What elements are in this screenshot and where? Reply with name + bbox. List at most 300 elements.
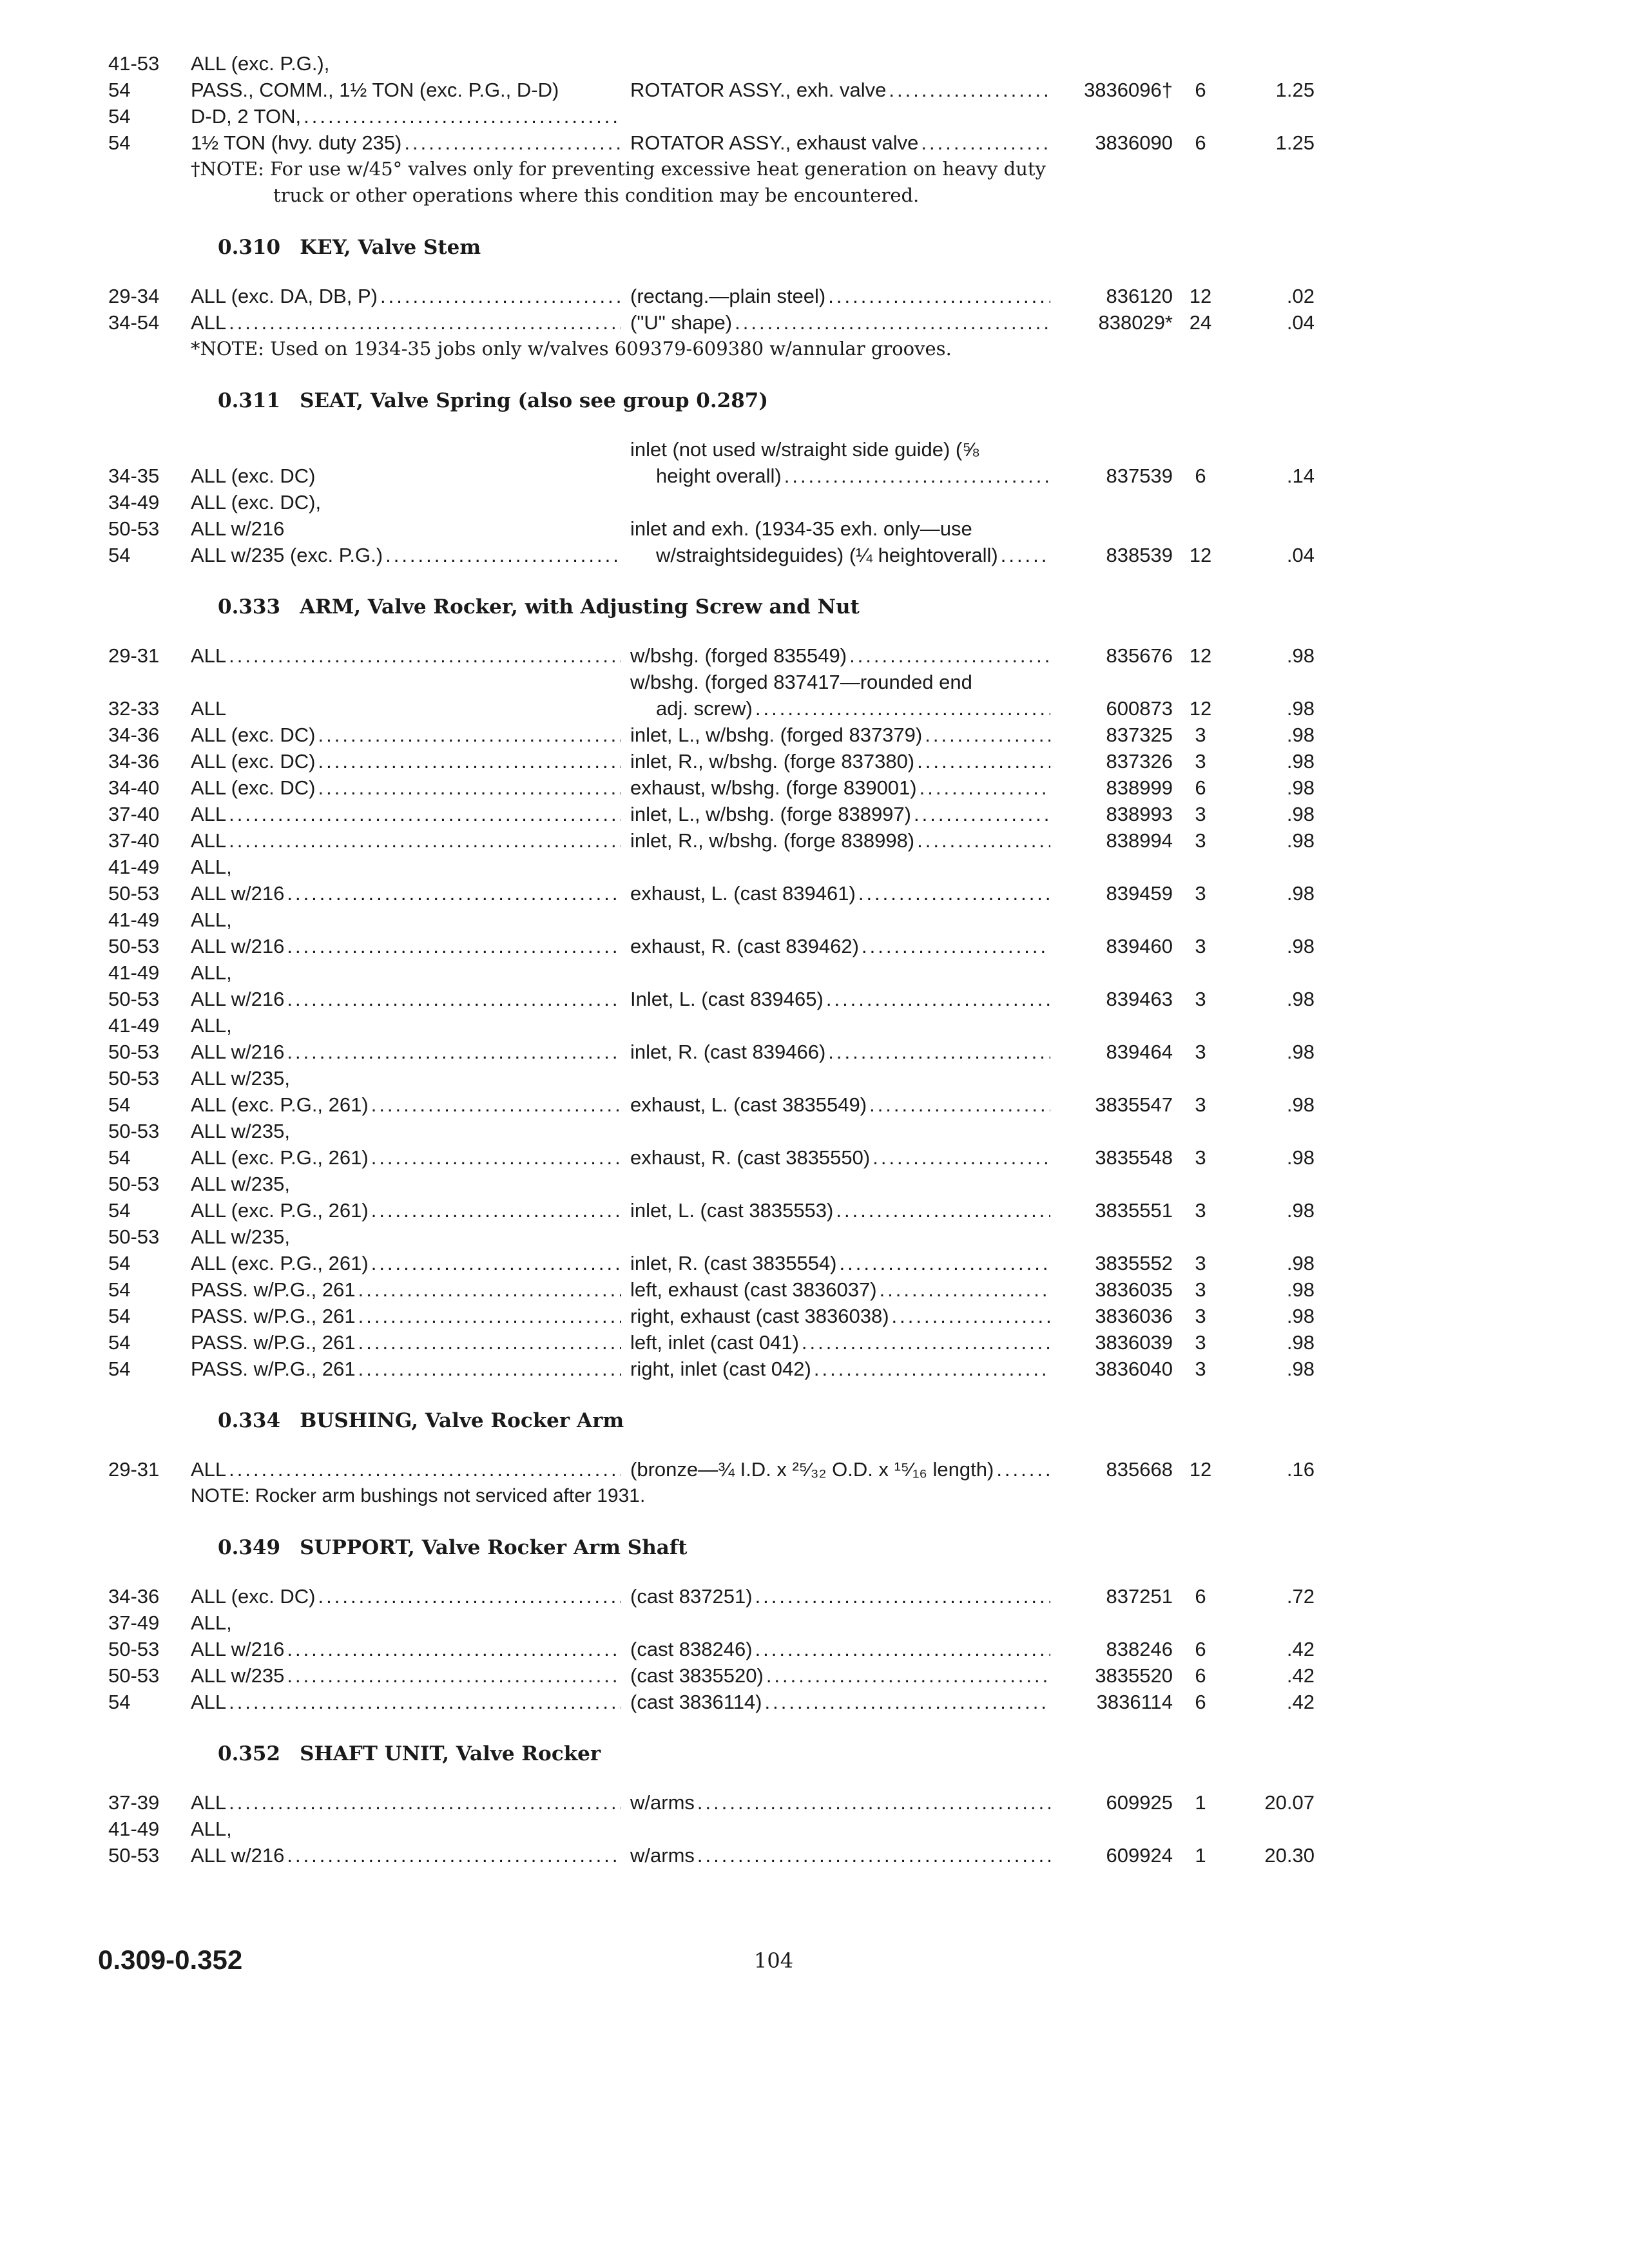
model-applicability xyxy=(191,1789,630,1816)
model-text: ALL (exc. P.G., 261) xyxy=(191,1252,369,1274)
group-title: SUPPORT, Valve Rocker Arm Shaft xyxy=(300,1536,688,1559)
part-row xyxy=(0,1012,1629,1065)
year-range: 29-31 xyxy=(108,1458,160,1481)
model-line xyxy=(191,959,630,986)
model-text: ALL (exc. P.G., 261) xyxy=(191,1199,369,1222)
model-line xyxy=(191,542,630,568)
part-row xyxy=(0,1224,1629,1276)
model-line xyxy=(191,1816,630,1842)
model-line xyxy=(191,309,630,336)
part-description xyxy=(630,1276,1059,1303)
group-note: *NOTE: Used on 1934-35 jobs only w/valves 609379-609380 w/annular grooves. xyxy=(191,338,952,360)
year-range: 34-36 xyxy=(108,1585,160,1608)
dot-leader xyxy=(371,1144,621,1171)
list-price: .98 xyxy=(1286,1252,1315,1274)
model-text: ALL, xyxy=(191,1611,232,1634)
list-price: .98 xyxy=(1286,1093,1315,1116)
part-description xyxy=(630,801,1059,827)
dot-leader xyxy=(287,933,621,959)
model-line xyxy=(191,1065,630,1091)
package-quantity: 3 xyxy=(1195,829,1206,852)
desc-text: exhaust, R. (cast 839462) xyxy=(630,935,859,957)
part-row xyxy=(0,1789,1629,1816)
model-text: ALL w/216 xyxy=(191,988,285,1010)
list-price: .04 xyxy=(1286,544,1315,566)
dot-leader xyxy=(766,1662,1050,1689)
desc-text: inlet (not used w/straight side guide) (⅝ xyxy=(630,438,979,461)
part-number: 3836035 xyxy=(1095,1278,1173,1301)
model-line xyxy=(191,1276,630,1303)
package-quantity: 12 xyxy=(1189,1458,1212,1481)
desc-text: height overall) xyxy=(656,465,782,487)
year-range: 34-36 xyxy=(108,724,160,746)
page-footer xyxy=(98,1945,1516,1983)
group-number: 0.334 xyxy=(218,1409,281,1432)
year-range: 54 xyxy=(108,1358,131,1380)
group-title: KEY, Valve Stem xyxy=(300,236,481,259)
dot-leader xyxy=(404,130,621,156)
model-applicability xyxy=(191,309,630,336)
year-range: 50-53 54 xyxy=(108,1120,160,1169)
dot-leader xyxy=(318,748,621,774)
model-line xyxy=(191,515,630,542)
year-range: 50-53 54 xyxy=(108,1173,160,1222)
part-description xyxy=(630,283,1059,309)
year-range: 41-49 50-53 xyxy=(108,961,160,1010)
model-applicability xyxy=(191,1012,630,1065)
part-description xyxy=(630,309,1059,336)
model-applicability xyxy=(191,1329,630,1356)
model-text: ALL xyxy=(191,1458,227,1481)
package-quantity: 3 xyxy=(1195,1041,1206,1063)
model-text: D-D, 2 TON, xyxy=(191,105,302,128)
model-line xyxy=(191,1583,630,1610)
desc-line xyxy=(630,283,1059,309)
list-price: .98 xyxy=(1286,644,1315,667)
model-applicability xyxy=(191,1171,630,1224)
page-number: 104 xyxy=(754,1948,794,1973)
desc-line xyxy=(630,1276,1059,1303)
part-description xyxy=(630,1356,1059,1382)
part-row xyxy=(0,1610,1629,1662)
year-range: 50-53 54 xyxy=(108,1225,160,1274)
list-price: 1.25 xyxy=(1275,79,1315,101)
model-line xyxy=(191,103,630,130)
model-text: ALL (exc. DC), xyxy=(191,491,322,514)
model-text: ALL w/216 xyxy=(191,517,285,540)
part-description xyxy=(630,1329,1059,1356)
desc-line xyxy=(630,1789,1059,1816)
part-row xyxy=(0,801,1629,827)
top-note xyxy=(0,156,1132,209)
desc-line xyxy=(630,801,1059,827)
part-row xyxy=(0,283,1629,309)
model-line xyxy=(191,1356,630,1382)
model-applicability xyxy=(191,907,630,959)
model-text: ALL w/235 xyxy=(191,1664,285,1687)
dot-leader xyxy=(921,130,1050,156)
model-line xyxy=(191,130,630,156)
model-applicability xyxy=(191,1610,630,1662)
list-price: .42 xyxy=(1286,1691,1315,1713)
package-quantity: 1 xyxy=(1195,1791,1206,1814)
desc-line xyxy=(630,1662,1059,1689)
year-range: 41-49 50-53 xyxy=(108,908,160,957)
dot-leader xyxy=(358,1329,621,1356)
desc-text: (cast 837251) xyxy=(630,1585,753,1608)
part-number: 3835547 xyxy=(1095,1093,1173,1116)
desc-text: inlet, R. (cast 3835554) xyxy=(630,1252,837,1274)
desc-line xyxy=(630,827,1059,854)
part-row xyxy=(0,1329,1629,1356)
list-price: .98 xyxy=(1286,750,1315,773)
model-text: ALL w/216 xyxy=(191,1844,285,1867)
group-title: ARM, Valve Rocker, with Adjusting Screw and Nut xyxy=(300,595,860,619)
desc-line xyxy=(630,77,1059,103)
model-line xyxy=(191,1662,630,1689)
dot-leader xyxy=(229,827,621,854)
model-text: ALL xyxy=(191,697,227,720)
model-applicability xyxy=(191,827,630,854)
desc-line xyxy=(630,515,1059,542)
list-price: .98 xyxy=(1286,697,1315,720)
model-text: ALL xyxy=(191,1691,227,1713)
group-heading xyxy=(0,1535,1629,1561)
part-row xyxy=(0,854,1629,907)
package-quantity: 3 xyxy=(1195,1199,1206,1222)
model-applicability xyxy=(191,774,630,801)
desc-text: exhaust, L. (cast 3835549) xyxy=(630,1093,867,1116)
list-price: .98 xyxy=(1286,1331,1315,1354)
model-line xyxy=(191,1039,630,1065)
part-row xyxy=(0,1583,1629,1610)
package-quantity: 3 xyxy=(1195,1278,1206,1301)
model-line xyxy=(191,774,630,801)
model-line xyxy=(191,986,630,1012)
part-description xyxy=(630,933,1059,959)
model-applicability xyxy=(191,1276,630,1303)
desc-line xyxy=(630,1144,1059,1171)
model-applicability xyxy=(191,959,630,1012)
model-applicability xyxy=(191,748,630,774)
model-text: ALL (exc. DC) xyxy=(191,750,316,773)
part-row xyxy=(0,309,1629,336)
desc-line xyxy=(630,642,1059,669)
desc-line xyxy=(630,669,1059,695)
package-quantity: 3 xyxy=(1195,724,1206,746)
model-applicability xyxy=(191,1356,630,1382)
part-row xyxy=(0,1456,1629,1483)
desc-text: w/bshg. (forged 835549) xyxy=(630,644,847,667)
part-description xyxy=(630,130,1059,156)
part-number: 3835520 xyxy=(1095,1664,1173,1687)
model-line xyxy=(191,1689,630,1715)
part-number: 3836090 xyxy=(1095,131,1173,154)
dot-leader xyxy=(229,642,621,669)
part-row xyxy=(0,748,1629,774)
part-number: 838993 xyxy=(1106,803,1173,825)
desc-text: ROTATOR ASSY., exh. valve xyxy=(630,79,887,101)
dot-leader xyxy=(755,1583,1050,1610)
part-description xyxy=(630,1842,1059,1869)
part-row xyxy=(0,827,1629,854)
year-range: 54 xyxy=(108,1305,131,1327)
desc-line xyxy=(630,933,1059,959)
part-number: 3836096† xyxy=(1084,79,1173,101)
package-quantity: 12 xyxy=(1189,285,1212,307)
package-quantity: 12 xyxy=(1189,644,1212,667)
part-row xyxy=(0,130,1629,156)
model-applicability xyxy=(191,801,630,827)
dot-leader xyxy=(287,1842,621,1869)
model-text: ALL (exc. P.G.), xyxy=(191,52,330,75)
dot-leader xyxy=(889,77,1050,103)
model-applicability xyxy=(191,1224,630,1276)
package-quantity: 3 xyxy=(1195,1358,1206,1380)
year-range: 34-35 xyxy=(108,465,160,487)
model-text: ALL w/216 xyxy=(191,1041,285,1063)
group-heading xyxy=(0,594,1629,620)
package-quantity: 3 xyxy=(1195,935,1206,957)
model-text: ALL (exc. P.G., 261) xyxy=(191,1146,369,1169)
group-heading xyxy=(0,235,1629,261)
model-applicability xyxy=(191,1118,630,1171)
year-range: 34-49 50-53 54 xyxy=(108,491,160,566)
part-description xyxy=(630,748,1059,774)
year-range: 50-53 xyxy=(108,1664,160,1687)
desc-line xyxy=(630,1197,1059,1224)
part-description xyxy=(630,1583,1059,1610)
desc-text: inlet, R., w/bshg. (forge 838998) xyxy=(630,829,915,852)
dot-leader xyxy=(920,774,1050,801)
dot-leader xyxy=(371,1091,621,1118)
dot-leader xyxy=(371,1197,621,1224)
dot-leader xyxy=(836,1197,1050,1224)
package-quantity: 3 xyxy=(1195,750,1206,773)
part-row xyxy=(0,669,1629,722)
model-text: ALL (exc. P.G., 261) xyxy=(191,1093,369,1116)
part-row xyxy=(0,642,1629,669)
model-text: ALL w/235, xyxy=(191,1067,290,1090)
desc-line xyxy=(630,1356,1059,1382)
model-line xyxy=(191,1012,630,1039)
group-number: 0.349 xyxy=(218,1536,281,1559)
year-range: 54 xyxy=(108,131,131,154)
dot-leader xyxy=(287,986,621,1012)
model-line xyxy=(191,827,630,854)
package-quantity: 3 xyxy=(1195,988,1206,1010)
dot-leader xyxy=(814,1356,1050,1382)
model-text: ALL xyxy=(191,829,227,852)
part-description xyxy=(630,1039,1059,1065)
model-text: ALL xyxy=(191,644,227,667)
package-quantity: 3 xyxy=(1195,803,1206,825)
list-price: .98 xyxy=(1286,988,1315,1010)
desc-line xyxy=(630,1842,1059,1869)
dot-leader xyxy=(914,801,1050,827)
year-range: 37-39 xyxy=(108,1791,160,1814)
model-line xyxy=(191,1118,630,1144)
model-applicability xyxy=(191,1662,630,1689)
model-applicability xyxy=(191,50,630,130)
dot-leader xyxy=(869,1091,1050,1118)
part-description xyxy=(630,722,1059,748)
group-title: SEAT, Valve Spring (also see group 0.287) xyxy=(300,389,769,412)
part-number: 609925 xyxy=(1106,1791,1173,1814)
desc-text: adj. screw) xyxy=(656,697,753,720)
part-number: 3836114 xyxy=(1096,1691,1173,1713)
model-line xyxy=(191,1197,630,1224)
model-applicability xyxy=(191,1065,630,1118)
package-quantity: 6 xyxy=(1195,1664,1206,1687)
model-applicability xyxy=(191,283,630,309)
model-text: PASS. w/P.G., 261 xyxy=(191,1278,356,1301)
model-text: ALL xyxy=(191,1791,227,1814)
desc-text: (bronze—¾ I.D. x ²⁵⁄₃₂ O.D. x ¹⁵⁄₁₆ length) xyxy=(630,1458,994,1481)
desc-text: inlet, R. (cast 839466) xyxy=(630,1041,826,1063)
dot-leader xyxy=(697,1842,1050,1869)
model-line xyxy=(191,695,630,722)
group-heading xyxy=(0,1408,1629,1434)
part-number: 3835548 xyxy=(1095,1146,1173,1169)
desc-line xyxy=(630,1636,1059,1662)
year-range: 41-49 50-53 xyxy=(108,856,160,905)
part-row xyxy=(0,1171,1629,1224)
dot-leader xyxy=(371,1250,621,1276)
part-description xyxy=(630,1144,1059,1171)
part-number: 839464 xyxy=(1106,1041,1173,1063)
year-range: 32-33 xyxy=(108,697,160,720)
dot-leader xyxy=(697,1789,1050,1816)
dot-leader xyxy=(755,695,1050,722)
part-number: 838994 xyxy=(1106,829,1173,852)
model-line xyxy=(191,722,630,748)
model-text: ALL, xyxy=(191,908,232,931)
list-price: 20.30 xyxy=(1264,1844,1315,1867)
package-quantity: 6 xyxy=(1195,776,1206,799)
part-number: 839463 xyxy=(1106,988,1173,1010)
package-quantity: 3 xyxy=(1195,1331,1206,1354)
dot-leader xyxy=(735,309,1050,336)
dot-leader xyxy=(358,1303,621,1329)
model-line xyxy=(191,1250,630,1276)
desc-line xyxy=(630,748,1059,774)
part-description xyxy=(630,1662,1059,1689)
package-quantity: 1 xyxy=(1195,1844,1206,1867)
package-quantity: 6 xyxy=(1195,1638,1206,1660)
part-number: 836120 xyxy=(1106,285,1173,307)
desc-line xyxy=(630,1689,1059,1715)
list-price: 20.07 xyxy=(1264,1791,1315,1814)
part-row xyxy=(0,907,1629,959)
part-description xyxy=(630,1789,1059,1816)
model-applicability xyxy=(191,1583,630,1610)
part-number: 3836040 xyxy=(1095,1358,1173,1380)
desc-line xyxy=(630,722,1059,748)
package-quantity: 12 xyxy=(1189,697,1212,720)
desc-text: inlet, R., w/bshg. (forge 837380) xyxy=(630,750,915,773)
desc-text: left, inlet (cast 041) xyxy=(630,1331,799,1354)
model-line xyxy=(191,463,630,489)
model-text: ALL w/235, xyxy=(191,1225,290,1248)
dot-leader xyxy=(287,880,621,907)
desc-text: inlet, L., w/bshg. (forge 838997) xyxy=(630,803,911,825)
desc-text: Inlet, L. (cast 839465) xyxy=(630,988,824,1010)
model-line xyxy=(191,1171,630,1197)
list-price: 1.25 xyxy=(1275,131,1315,154)
dot-leader xyxy=(229,1789,621,1816)
part-number: 838246 xyxy=(1106,1638,1173,1660)
dot-leader xyxy=(358,1356,621,1382)
year-range: 41-49 50-53 xyxy=(108,1014,160,1063)
dot-leader xyxy=(826,986,1050,1012)
dot-leader xyxy=(1001,542,1050,568)
part-row xyxy=(0,50,1629,130)
part-number: 3835551 xyxy=(1095,1199,1173,1222)
dot-leader xyxy=(287,1662,621,1689)
part-description xyxy=(630,1456,1059,1483)
model-line xyxy=(191,283,630,309)
list-price: .14 xyxy=(1286,465,1315,487)
desc-text: (cast 3835520) xyxy=(630,1664,764,1687)
group-heading xyxy=(0,1741,1629,1767)
model-text: ALL (exc. DA, DB, P) xyxy=(191,285,378,307)
model-text: ALL (exc. DC) xyxy=(191,724,316,746)
package-quantity: 6 xyxy=(1195,1691,1206,1713)
list-price: .98 xyxy=(1286,935,1315,957)
package-quantity: 6 xyxy=(1195,465,1206,487)
part-row xyxy=(0,489,1629,568)
dot-leader xyxy=(892,1303,1050,1329)
year-range: 54 xyxy=(108,1691,131,1713)
model-text: ALL xyxy=(191,311,227,334)
model-line xyxy=(191,489,630,515)
dot-leader xyxy=(828,1039,1050,1065)
dot-leader xyxy=(287,1636,621,1662)
note-text: †NOTE: For use w/45° valves only for preventing excessive heat generation on heavy duty xyxy=(191,158,1046,180)
part-description xyxy=(630,1250,1059,1276)
dot-leader xyxy=(872,1144,1050,1171)
part-description xyxy=(630,774,1059,801)
model-applicability xyxy=(191,722,630,748)
model-line xyxy=(191,77,630,103)
desc-text: w/straightsideguides) (¼ heightoverall) xyxy=(656,544,998,566)
part-number: 839459 xyxy=(1106,882,1173,905)
part-number: 835676 xyxy=(1106,644,1173,667)
package-quantity: 6 xyxy=(1195,131,1206,154)
year-range: 29-31 xyxy=(108,644,160,667)
part-description xyxy=(630,77,1059,103)
desc-line xyxy=(630,463,1059,489)
model-text: ALL xyxy=(191,803,227,825)
dot-leader xyxy=(880,1276,1050,1303)
dot-leader xyxy=(755,1636,1050,1662)
model-text: ALL w/216 xyxy=(191,1638,285,1660)
desc-text: inlet, L. (cast 3835553) xyxy=(630,1199,834,1222)
part-description xyxy=(630,1197,1059,1224)
list-price: .98 xyxy=(1286,829,1315,852)
dot-leader xyxy=(840,1250,1050,1276)
desc-text: w/bshg. (forged 837417—rounded end xyxy=(630,671,972,693)
page-content xyxy=(0,50,1629,1869)
model-text: 1½ TON (hvy. duty 235) xyxy=(191,131,402,154)
model-text: ALL w/235 (exc. P.G.) xyxy=(191,544,383,566)
part-number: 837251 xyxy=(1106,1585,1173,1608)
part-description xyxy=(630,880,1059,907)
year-range: 54 xyxy=(108,1278,131,1301)
group-note: NOTE: Rocker arm bushings not serviced after 1931. xyxy=(191,1485,646,1506)
desc-line xyxy=(630,1250,1059,1276)
